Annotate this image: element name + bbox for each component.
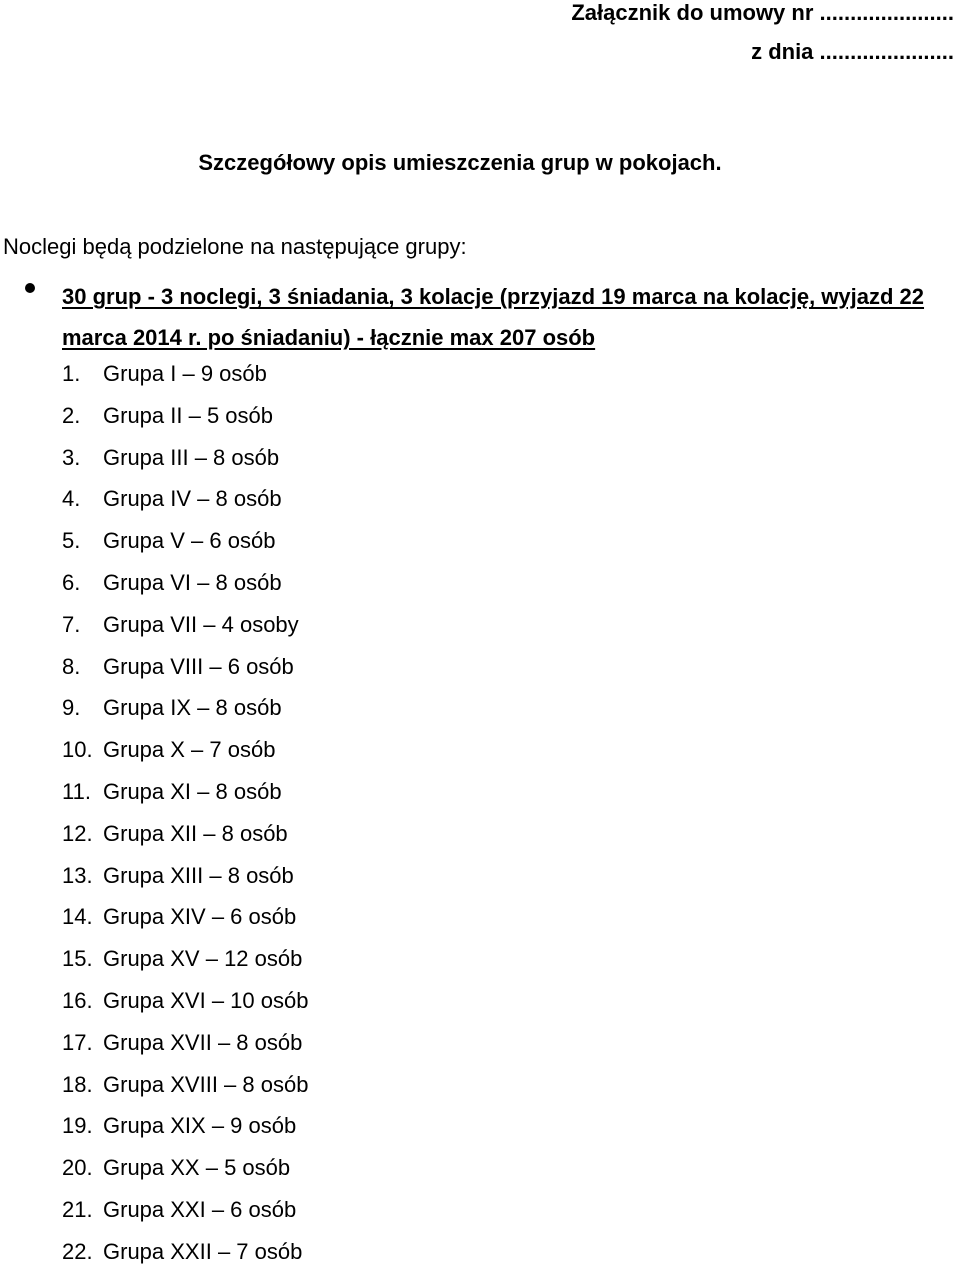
list-item: [62, 611, 308, 653]
list-text: Grupa IV – 8 osób: [103, 486, 282, 512]
list-number: 16.: [62, 987, 93, 1013]
list-item: [62, 1196, 308, 1238]
list-number: 19.: [62, 1113, 93, 1139]
list-text: Grupa VI – 8 osób: [103, 569, 282, 595]
list-text: Grupa XVI – 10 osób: [103, 987, 309, 1013]
list-number: 9.: [62, 695, 81, 721]
intro-text: Noclegi będą podzielone na następujące grupy:: [3, 234, 467, 259]
list-item: [62, 820, 308, 862]
list-text: Grupa XII – 8 osób: [103, 820, 288, 846]
list-text: Grupa VII – 4 osoby: [103, 611, 299, 637]
list-number: 15.: [62, 946, 93, 972]
list-item: [62, 360, 308, 402]
list-item: [62, 778, 308, 820]
list-number: 13.: [62, 862, 93, 888]
list-number: 10.: [62, 737, 93, 763]
list-text: Grupa XI – 8 osób: [103, 778, 282, 804]
list-item: [62, 444, 308, 486]
annex-header: Załącznik do umowy nr ......................: [571, 0, 954, 25]
list-number: 14.: [62, 904, 93, 930]
document-title: Szczegółowy opis umieszczenia grup w pokojach.: [198, 150, 722, 175]
list-number: 8.: [62, 653, 81, 679]
list-number: 6.: [62, 569, 81, 595]
list-text: Grupa XVIII – 8 osób: [103, 1071, 309, 1097]
list-item: [62, 1071, 308, 1113]
list-text: Grupa XIII – 8 osób: [103, 862, 294, 888]
list-item: [62, 1238, 308, 1280]
list-text: Grupa IX – 8 osób: [103, 695, 282, 721]
list-text: Grupa XX – 5 osób: [103, 1155, 291, 1181]
list-number: 3.: [62, 444, 81, 470]
list-item: [62, 1154, 308, 1196]
list-number: 20.: [62, 1155, 93, 1181]
list-text: Grupa VIII – 6 osób: [103, 653, 294, 679]
list-number: 18.: [62, 1071, 93, 1097]
list-text: Grupa XIX – 9 osób: [103, 1113, 297, 1139]
list-number: 1.: [62, 361, 81, 386]
list-text: Grupa XXI – 6 osób: [103, 1196, 297, 1222]
list-text: Grupa V – 6 osób: [103, 528, 276, 554]
list-item: [62, 1112, 308, 1154]
list-item: [62, 485, 308, 527]
list-number: 5.: [62, 528, 81, 554]
list-number: 4.: [62, 486, 81, 512]
list-text: Grupa XV – 12 osób: [103, 946, 303, 972]
list-item: [62, 694, 308, 736]
list-number: 11.: [62, 778, 91, 804]
list-item: [62, 862, 308, 904]
list-number: 12.: [62, 820, 93, 846]
list-number: 17.: [62, 1029, 93, 1055]
bullet-summary: 30 grup - 3 noclegi, 3 śniadania, 3 kolacje (przyjazd 19 marca na kolację, wyjazd 22 marca 2014 r. po śniadaniu) - łącznie max 207 osób: [62, 284, 925, 350]
list-number: 7.: [62, 611, 81, 637]
bullet-dot: [25, 283, 35, 293]
list-item: [62, 653, 308, 695]
list-item: [62, 903, 308, 945]
list-item: [62, 402, 308, 444]
list-text: Grupa III – 8 osób: [103, 444, 280, 470]
list-item: [62, 569, 308, 611]
list-text: Grupa XVII – 8 osób: [103, 1029, 303, 1055]
list-text: Grupa XIV – 6 osób: [103, 904, 297, 930]
list-item: [62, 945, 308, 987]
list-item: [62, 527, 308, 569]
list-number: 21.: [62, 1196, 93, 1222]
date-header: z dnia ......................: [751, 39, 954, 64]
list-number: 22.: [62, 1238, 93, 1264]
list-text: Grupa I – 9 osób: [103, 361, 267, 386]
group-list: [62, 360, 308, 1280]
list-text: Grupa XXII – 7 osób: [103, 1238, 303, 1264]
list-item: [62, 1029, 308, 1071]
list-text: Grupa X – 7 osób: [103, 737, 276, 763]
list-text: Grupa II – 5 osób: [103, 402, 273, 428]
list-item: [62, 736, 308, 778]
list-item: [62, 987, 308, 1029]
list-number: 2.: [62, 402, 81, 428]
